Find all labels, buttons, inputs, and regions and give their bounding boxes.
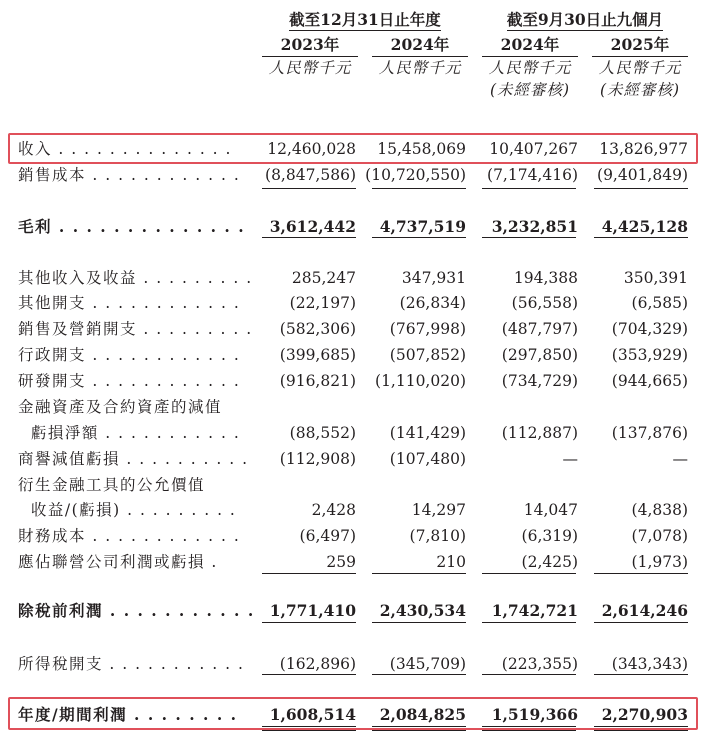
table-row <box>18 497 708 523</box>
row-value: 2,430,534 <box>379 601 466 620</box>
row-value: 12,460,028 <box>267 140 356 158</box>
row-value: 2,270,903 <box>601 705 688 724</box>
row-value: (88,552) <box>289 424 356 442</box>
table-row <box>18 549 708 575</box>
row-value: (353,929) <box>611 346 688 364</box>
double-underline <box>594 726 688 731</box>
underline <box>482 573 576 574</box>
row-value: 14,047 <box>523 501 578 519</box>
row-value: 3,612,442 <box>269 217 356 236</box>
row-label: 收入 . . . . . . . . . . . . . . <box>18 140 232 158</box>
row-value: (137,876) <box>611 424 688 442</box>
row-label: 研發開支 . . . . . . . . . . . . <box>18 372 241 390</box>
row-value: 1,519,366 <box>491 705 578 724</box>
row-label: 銷售及營銷開支 . . . . . . . . . <box>18 320 253 338</box>
row-value: (7,078) <box>631 527 688 545</box>
row-value: (944,665) <box>611 372 688 390</box>
underline <box>594 674 688 675</box>
table-row <box>18 290 708 316</box>
row-value: 1,771,410 <box>269 601 356 620</box>
table-row <box>18 702 708 728</box>
row-value: (141,429) <box>389 424 466 442</box>
row-value: (487,797) <box>501 320 578 338</box>
row-value: (4,838) <box>631 501 688 519</box>
row-value: 4,737,519 <box>379 217 466 236</box>
row-value: 2,614,246 <box>601 601 688 620</box>
row-label: 應佔聯營公司利潤或虧損 . <box>18 553 218 571</box>
double-underline <box>372 726 466 731</box>
column-year: 2023年 <box>262 34 358 57</box>
row-value: (162,896) <box>279 655 356 673</box>
row-value: (343,343) <box>611 655 688 673</box>
underline <box>262 237 356 238</box>
row-value: (223,355) <box>501 655 578 673</box>
header-group-fiscal-year-label: 截至12月31日止年度 <box>289 10 441 29</box>
underline <box>482 674 576 675</box>
table-row <box>18 598 708 624</box>
row-value: (22,197) <box>289 294 356 312</box>
row-value: (734,729) <box>501 372 578 390</box>
table-row <box>18 265 708 291</box>
row-value: (9,401,849) <box>597 166 688 184</box>
double-underline <box>262 726 356 731</box>
row-value: (1,110,020) <box>375 372 466 390</box>
underline <box>372 188 466 189</box>
row-value: (916,821) <box>279 372 356 390</box>
row-value: (26,834) <box>399 294 466 312</box>
column-header-2025-9m <box>586 34 694 101</box>
underline <box>482 237 576 238</box>
row-label: 除稅前利潤 . . . . . . . . . . . <box>18 601 255 620</box>
underline <box>372 622 466 623</box>
row-label: 財務成本 . . . . . . . . . . . . <box>18 527 241 545</box>
column-note: (未經審核) <box>489 81 571 99</box>
row-value: (56,558) <box>511 294 578 312</box>
underline <box>482 188 576 189</box>
row-value: (345,709) <box>389 655 466 673</box>
column-unit: 人民幣千元 <box>268 59 352 77</box>
row-value: 10,407,267 <box>489 140 578 158</box>
row-value: 210 <box>436 553 466 571</box>
row-value: (7,174,416) <box>487 166 578 184</box>
table-row <box>18 523 708 549</box>
row-value: 14,297 <box>411 501 466 519</box>
row-value: (107,480) <box>389 450 466 468</box>
row-value: (6,585) <box>631 294 688 312</box>
row-value: (2,425) <box>521 553 578 571</box>
double-underline <box>482 726 576 731</box>
row-value: (582,306) <box>279 320 356 338</box>
row-value: 194,388 <box>513 269 578 287</box>
row-value: 1,742,721 <box>491 601 578 620</box>
underline <box>594 573 688 574</box>
column-unit: 人民幣千元 <box>598 59 682 77</box>
row-label: 衍生金融工具的公允價值 <box>18 476 206 494</box>
column-header-2024-9m <box>476 34 584 101</box>
row-value: 350,391 <box>623 269 688 287</box>
table-row <box>18 136 708 162</box>
row-value: (6,497) <box>299 527 356 545</box>
column-year: 2024年 <box>482 34 578 57</box>
row-value: 15,458,069 <box>377 140 466 158</box>
table-row <box>18 342 708 368</box>
table-row <box>18 368 708 394</box>
underline <box>372 674 466 675</box>
row-label: 銷售成本 . . . . . . . . . . . . <box>18 166 241 184</box>
underline <box>262 622 356 623</box>
header-group-fiscal-year <box>258 8 472 30</box>
row-value: 259 <box>326 553 356 571</box>
row-label: 收益/(虧損) . . . . . . . . . <box>18 501 237 519</box>
column-header-2024-fy <box>366 34 474 79</box>
table-row <box>18 316 708 342</box>
row-label: 年度/期間利潤 . . . . . . . . <box>18 705 238 724</box>
row-label: 其他開支 . . . . . . . . . . . . <box>18 294 241 312</box>
underline <box>372 237 466 238</box>
row-value: 4,425,128 <box>601 217 688 236</box>
row-label: 其他收入及收益 . . . . . . . . . <box>18 269 253 287</box>
column-unit: 人民幣千元 <box>488 59 572 77</box>
table-row <box>18 420 708 446</box>
row-value: — <box>562 450 578 468</box>
table-row <box>18 472 708 498</box>
table-row <box>18 446 708 472</box>
row-value: (112,908) <box>279 450 356 468</box>
column-year: 2025年 <box>592 34 688 57</box>
row-value: 285,247 <box>291 269 356 287</box>
underline <box>594 188 688 189</box>
row-label: 毛利 . . . . . . . . . . . . . . <box>18 217 246 236</box>
row-value: (297,850) <box>501 346 578 364</box>
underline <box>594 622 688 623</box>
row-value: (507,852) <box>389 346 466 364</box>
underline <box>262 573 356 574</box>
underline <box>262 188 356 189</box>
row-value: 1,608,514 <box>269 705 356 724</box>
header-group-nine-months-label: 截至9月30日止九個月 <box>506 10 664 29</box>
row-value: 347,931 <box>401 269 466 287</box>
underline <box>372 573 466 574</box>
column-year: 2024年 <box>372 34 468 57</box>
row-value: (399,685) <box>279 346 356 364</box>
row-value: 2,084,825 <box>379 705 466 724</box>
column-note: (未經審核) <box>599 81 681 99</box>
header-group-nine-months <box>478 8 692 30</box>
column-unit: 人民幣千元 <box>378 59 462 77</box>
row-value: (112,887) <box>501 424 578 442</box>
row-label: 金融資產及合約資產的減值 <box>18 398 223 416</box>
underline <box>262 674 356 675</box>
underline <box>594 237 688 238</box>
row-value: (8,847,586) <box>265 166 356 184</box>
row-label: 行政開支 . . . . . . . . . . . . <box>18 346 241 364</box>
row-value: (10,720,550) <box>365 166 466 184</box>
row-value: (7,810) <box>409 527 466 545</box>
table-row <box>18 394 708 420</box>
row-value: 13,826,977 <box>599 140 688 158</box>
row-label: 虧損淨額 . . . . . . . . . . . <box>18 424 241 442</box>
row-value: 3,232,851 <box>491 217 578 236</box>
row-value: — <box>672 450 688 468</box>
row-value: (767,998) <box>389 320 466 338</box>
row-value: (1,973) <box>631 553 688 571</box>
table-row <box>18 162 708 188</box>
row-value: (704,329) <box>611 320 688 338</box>
row-label: 所得稅開支 . . . . . . . . . . . <box>18 655 245 673</box>
underline <box>482 622 576 623</box>
column-header-2023 <box>256 34 364 79</box>
row-value: (6,319) <box>521 527 578 545</box>
row-label: 商譽減值虧損 . . . . . . . . . . <box>18 450 249 468</box>
row-value: 2,428 <box>311 501 356 519</box>
